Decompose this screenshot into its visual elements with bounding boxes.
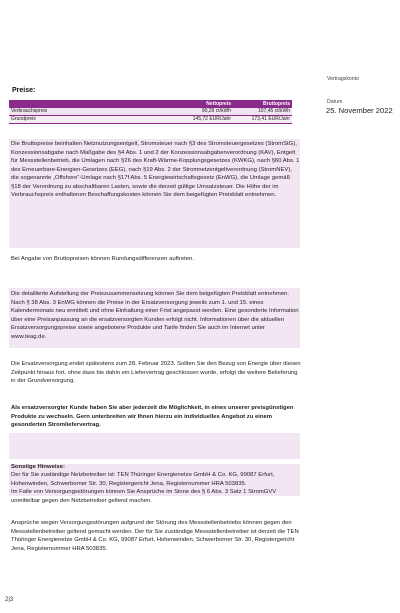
table-row [9,116,292,124]
table-row [9,108,292,116]
paragraph-metering-operator: Ansprüche wegen Versorgungsstörungen aufgrund der Störung des Messstellenbetriebs können gegen den Messstellenbetreiber geltend gemacht werden. Der für Sie zuständige Messstellenbetreiber ist derzeit die TEN Thüringer Energienetze GmbH & Co. KG, 99087 Erfurt, Hohenwinden, Schwerborner Str. 30, Registergericht Jena, Registernummer HRA 503835. [11,520,299,552]
page-number: 2|3 [5,597,14,603]
prices-title: Preise: [12,87,36,94]
header-net-price: Nettopreis [174,100,233,108]
row-label: Verbrauchspreis [9,108,174,116]
date-label: Datum [327,99,343,105]
header-cell [9,100,174,108]
notes-title: Sonstige Hinweise: [11,464,66,470]
header-gross-price: Bruttopreis [233,100,292,108]
paragraph-switch-offer: Als ersatzversorgter Kunde haben Sie aber jederzeit die Möglichkeit, in eines unserer preisgünstigen Produkte zu wechseln. Gern unterbreiten wir Ihnen hierzu ein individuelles Angebot zu einem gesonderten Stromliefervertrag. [11,405,294,428]
highlight-block [9,433,300,459]
paragraph-grid-operator: Der für Sie zuständige Netzbetreiber ist: TEN Thüringer Energienetze GmbH & Co. KG, 99087 Erfurt, Hohenwinden, Schwerborner Str. 30, Registergericht Jena, Registernummer HRA 503835. [11,472,275,487]
net-value: 90,29 ct/kWh [174,108,233,116]
price-table [9,100,292,124]
paragraph-supply-disruption: Im Falle von Versorgungsstörungen können Sie Ansprüche im Sinne des § 6 Abs. 3 Satz 1 StromGVV unmittelbar gegen den Netzbetreiber geltend machen. [11,489,277,504]
date-value: 25. November 2022 [326,106,393,115]
row-label: Grundpreis [9,116,174,124]
gross-value: 173,41 EUR/Jahr [233,116,292,124]
paragraph-supply-end: Die Ersatzversorgung endet spätestens zum 28. Februar 2023. Sollten Sie den Bezug von Energie über diesen Zeitpunkt hinaus fort, ohne dass bis dahin ein Liefervertrag geschlossen wurde, erfolgt die weitere Belieferung in der Grundversorgung. [11,361,301,384]
account-label: Vertragskonto [327,76,360,82]
gross-value: 107,45 ct/kWh [233,108,292,116]
paragraph-rounding: Bei Angabe von Bruttopreisen können Rundungsdifferenzen auftreten. [11,256,194,262]
net-value: 145,72 EUR/Jahr [174,116,233,124]
paragraph-price-components: Die Bruttopreise beinhalten Netznutzungsentgelt, Stromsteuer nach §3 des Stromsteuergesetzes (StromStG), Konzessionsabgabe nach Maßgabe des §4 Abs. 1 und 2 der Konzessionsabgabenverordnung (KAV), Entgelt für Messstellenbetrieb, die Umlagen nach §26 des Kraft-Wärme-Kopplungsgesetzes (KWKG), nach §60 Abs. 1 des Erneuerbare-Energien-Gesetzes (EEG), nach §19 Abs. 2 der Stromnetzentgeltverordnung (StromNEV), die sogenannte „Offshore“-Umlage nach §17f Abs. 5 Energiewirtschaftsgesetz (EnWG), die Umlage gemäß §18 der Verordnung zu abschaltbaren Lasten, sowie die derzeit gültige Umsatzsteuer. Die Höhe der im Verbrauchspreis enthaltenen Beschaffungskosten können Sie dem beigefügten Preisblatt entnehmen. [11,141,300,198]
paragraph-price-details: Die detaillierte Aufstellung der Preiszusammensetzung können Sie dem beigefügten Preisblatt entnehmen. Nach § 38 Abs. 3 EnWG können die Preise in der Ersatzversorgung jeweils zum 1. und 15. eines Kalendermonats neu ermittelt und ohne Einhaltung einer Frist angepasst werden. Eine gesonderte Information über eine Preisanpassung an die ersatzversorgten Kunden erfolgt nicht. Informationen über die aktuellen Ersatzversorgungspreise sowie angebotene Produkte und Tarife finden Sie auch im Internet unter www.teag.de. [11,291,299,340]
price-table-header [9,100,292,108]
